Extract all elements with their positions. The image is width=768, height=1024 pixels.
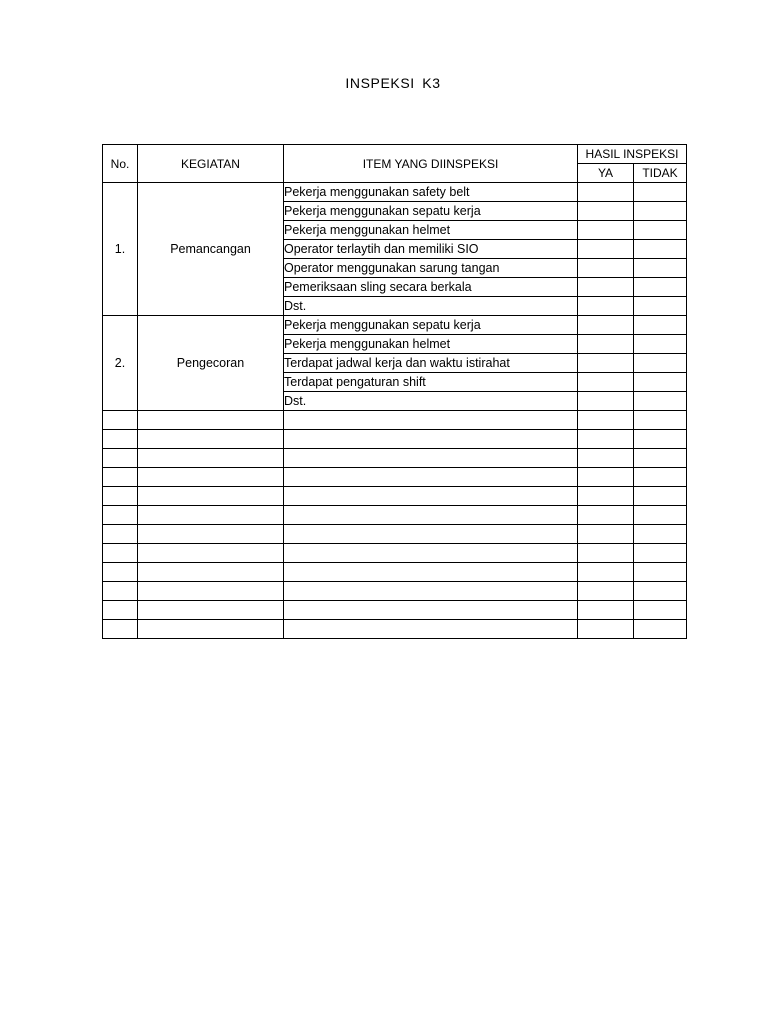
row-number: 1. <box>103 183 138 316</box>
tidak-checkbox-cell[interactable] <box>634 392 687 411</box>
tidak-checkbox-cell[interactable] <box>634 449 687 468</box>
tidak-checkbox-cell[interactable] <box>634 582 687 601</box>
tidak-checkbox-cell[interactable] <box>634 487 687 506</box>
tidak-checkbox-cell[interactable] <box>634 544 687 563</box>
blank-item-cell[interactable] <box>284 620 578 639</box>
blank-no-cell <box>103 582 138 601</box>
kegiatan-cell: Pemancangan <box>138 183 284 316</box>
blank-row <box>103 563 687 582</box>
ya-checkbox-cell[interactable] <box>578 544 634 563</box>
blank-kegiatan-cell <box>138 506 284 525</box>
blank-no-cell <box>103 525 138 544</box>
inspection-item-cell: Operator terlaytih dan memiliki SIO <box>284 240 578 259</box>
blank-kegiatan-cell <box>138 430 284 449</box>
kegiatan-cell: Pengecoran <box>138 316 284 411</box>
blank-row <box>103 430 687 449</box>
blank-row <box>103 506 687 525</box>
blank-no-cell <box>103 449 138 468</box>
blank-kegiatan-cell <box>138 449 284 468</box>
header-kegiatan: KEGIATAN <box>138 145 284 183</box>
ya-checkbox-cell[interactable] <box>578 430 634 449</box>
header-row <box>103 145 687 164</box>
ya-checkbox-cell[interactable] <box>578 620 634 639</box>
inspection-item-cell: Terdapat pengaturan shift <box>284 373 578 392</box>
inspection-item-cell: Terdapat jadwal kerja dan waktu istirahat <box>284 354 578 373</box>
blank-row <box>103 411 687 430</box>
ya-checkbox-cell[interactable] <box>578 601 634 620</box>
ya-checkbox-cell[interactable] <box>578 202 634 221</box>
tidak-checkbox-cell[interactable] <box>634 525 687 544</box>
inspection-item-cell: Operator menggunakan sarung tangan <box>284 259 578 278</box>
table-header <box>103 145 687 183</box>
blank-kegiatan-cell <box>138 563 284 582</box>
blank-no-cell <box>103 430 138 449</box>
blank-kegiatan-cell <box>138 468 284 487</box>
header-ya: YA <box>578 164 634 183</box>
ya-checkbox-cell[interactable] <box>578 297 634 316</box>
tidak-checkbox-cell[interactable] <box>634 183 687 202</box>
blank-kegiatan-cell <box>138 544 284 563</box>
inspection-item-cell: Pekerja menggunakan sepatu kerja <box>284 316 578 335</box>
table-row <box>103 183 687 202</box>
inspection-item-cell: Dst. <box>284 297 578 316</box>
tidak-checkbox-cell[interactable] <box>634 620 687 639</box>
tidak-checkbox-cell[interactable] <box>634 316 687 335</box>
blank-no-cell <box>103 468 138 487</box>
blank-row <box>103 487 687 506</box>
tidak-checkbox-cell[interactable] <box>634 373 687 392</box>
inspection-item-cell: Pemeriksaan sling secara berkala <box>284 278 578 297</box>
ya-checkbox-cell[interactable] <box>578 278 634 297</box>
blank-kegiatan-cell <box>138 620 284 639</box>
blank-no-cell <box>103 544 138 563</box>
blank-no-cell <box>103 411 138 430</box>
blank-row <box>103 468 687 487</box>
header-item: ITEM YANG DIINSPEKSI <box>284 145 578 183</box>
ya-checkbox-cell[interactable] <box>578 525 634 544</box>
tidak-checkbox-cell[interactable] <box>634 278 687 297</box>
tidak-checkbox-cell[interactable] <box>634 506 687 525</box>
ya-checkbox-cell[interactable] <box>578 354 634 373</box>
tidak-checkbox-cell[interactable] <box>634 335 687 354</box>
tidak-checkbox-cell[interactable] <box>634 354 687 373</box>
blank-item-cell[interactable] <box>284 487 578 506</box>
ya-checkbox-cell[interactable] <box>578 373 634 392</box>
header-hasil-inspeksi: HASIL INSPEKSI <box>578 145 687 164</box>
blank-item-cell[interactable] <box>284 563 578 582</box>
blank-row <box>103 525 687 544</box>
blank-no-cell <box>103 506 138 525</box>
blank-item-cell[interactable] <box>284 506 578 525</box>
blank-row <box>103 544 687 563</box>
blank-no-cell <box>103 620 138 639</box>
blank-row <box>103 601 687 620</box>
table-row <box>103 316 687 335</box>
ya-checkbox-cell[interactable] <box>578 411 634 430</box>
ya-checkbox-cell[interactable] <box>578 259 634 278</box>
tidak-checkbox-cell[interactable] <box>634 468 687 487</box>
blank-row <box>103 620 687 639</box>
inspection-item-cell: Pekerja menggunakan safety belt <box>284 183 578 202</box>
blank-kegiatan-cell <box>138 601 284 620</box>
tidak-checkbox-cell[interactable] <box>634 430 687 449</box>
tidak-checkbox-cell[interactable] <box>634 240 687 259</box>
blank-item-cell[interactable] <box>284 430 578 449</box>
blank-item-cell[interactable] <box>284 449 578 468</box>
inspection-item-cell: Pekerja menggunakan helmet <box>284 221 578 240</box>
header-tidak: TIDAK <box>634 164 687 183</box>
tidak-checkbox-cell[interactable] <box>634 297 687 316</box>
inspection-item-cell: Pekerja menggunakan sepatu kerja <box>284 202 578 221</box>
ya-checkbox-cell[interactable] <box>578 506 634 525</box>
blank-row <box>103 449 687 468</box>
blank-no-cell <box>103 601 138 620</box>
ya-checkbox-cell[interactable] <box>578 183 634 202</box>
ya-checkbox-cell[interactable] <box>578 221 634 240</box>
blank-item-cell[interactable] <box>284 544 578 563</box>
ya-checkbox-cell[interactable] <box>578 240 634 259</box>
inspection-table <box>102 144 687 639</box>
tidak-checkbox-cell[interactable] <box>634 221 687 240</box>
blank-kegiatan-cell <box>138 411 284 430</box>
ya-checkbox-cell[interactable] <box>578 392 634 411</box>
ya-checkbox-cell[interactable] <box>578 582 634 601</box>
blank-kegiatan-cell <box>138 582 284 601</box>
blank-kegiatan-cell <box>138 487 284 506</box>
row-number: 2. <box>103 316 138 411</box>
ya-checkbox-cell[interactable] <box>578 335 634 354</box>
blank-no-cell <box>103 487 138 506</box>
table-body <box>103 183 687 639</box>
blank-item-cell[interactable] <box>284 468 578 487</box>
ya-checkbox-cell[interactable] <box>578 563 634 582</box>
inspection-item-cell: Pekerja menggunakan helmet <box>284 335 578 354</box>
ya-checkbox-cell[interactable] <box>578 487 634 506</box>
blank-item-cell[interactable] <box>284 582 578 601</box>
ya-checkbox-cell[interactable] <box>578 449 634 468</box>
tidak-checkbox-cell[interactable] <box>634 411 687 430</box>
blank-item-cell[interactable] <box>284 411 578 430</box>
blank-kegiatan-cell <box>138 525 284 544</box>
ya-checkbox-cell[interactable] <box>578 316 634 335</box>
document-title: INSPEKSI K3 <box>345 75 441 91</box>
blank-item-cell[interactable] <box>284 601 578 620</box>
blank-row <box>103 582 687 601</box>
header-no: No. <box>103 145 138 183</box>
tidak-checkbox-cell[interactable] <box>634 601 687 620</box>
blank-item-cell[interactable] <box>284 525 578 544</box>
tidak-checkbox-cell[interactable] <box>634 563 687 582</box>
inspection-item-cell: Dst. <box>284 392 578 411</box>
tidak-checkbox-cell[interactable] <box>634 259 687 278</box>
tidak-checkbox-cell[interactable] <box>634 202 687 221</box>
ya-checkbox-cell[interactable] <box>578 468 634 487</box>
blank-no-cell <box>103 563 138 582</box>
